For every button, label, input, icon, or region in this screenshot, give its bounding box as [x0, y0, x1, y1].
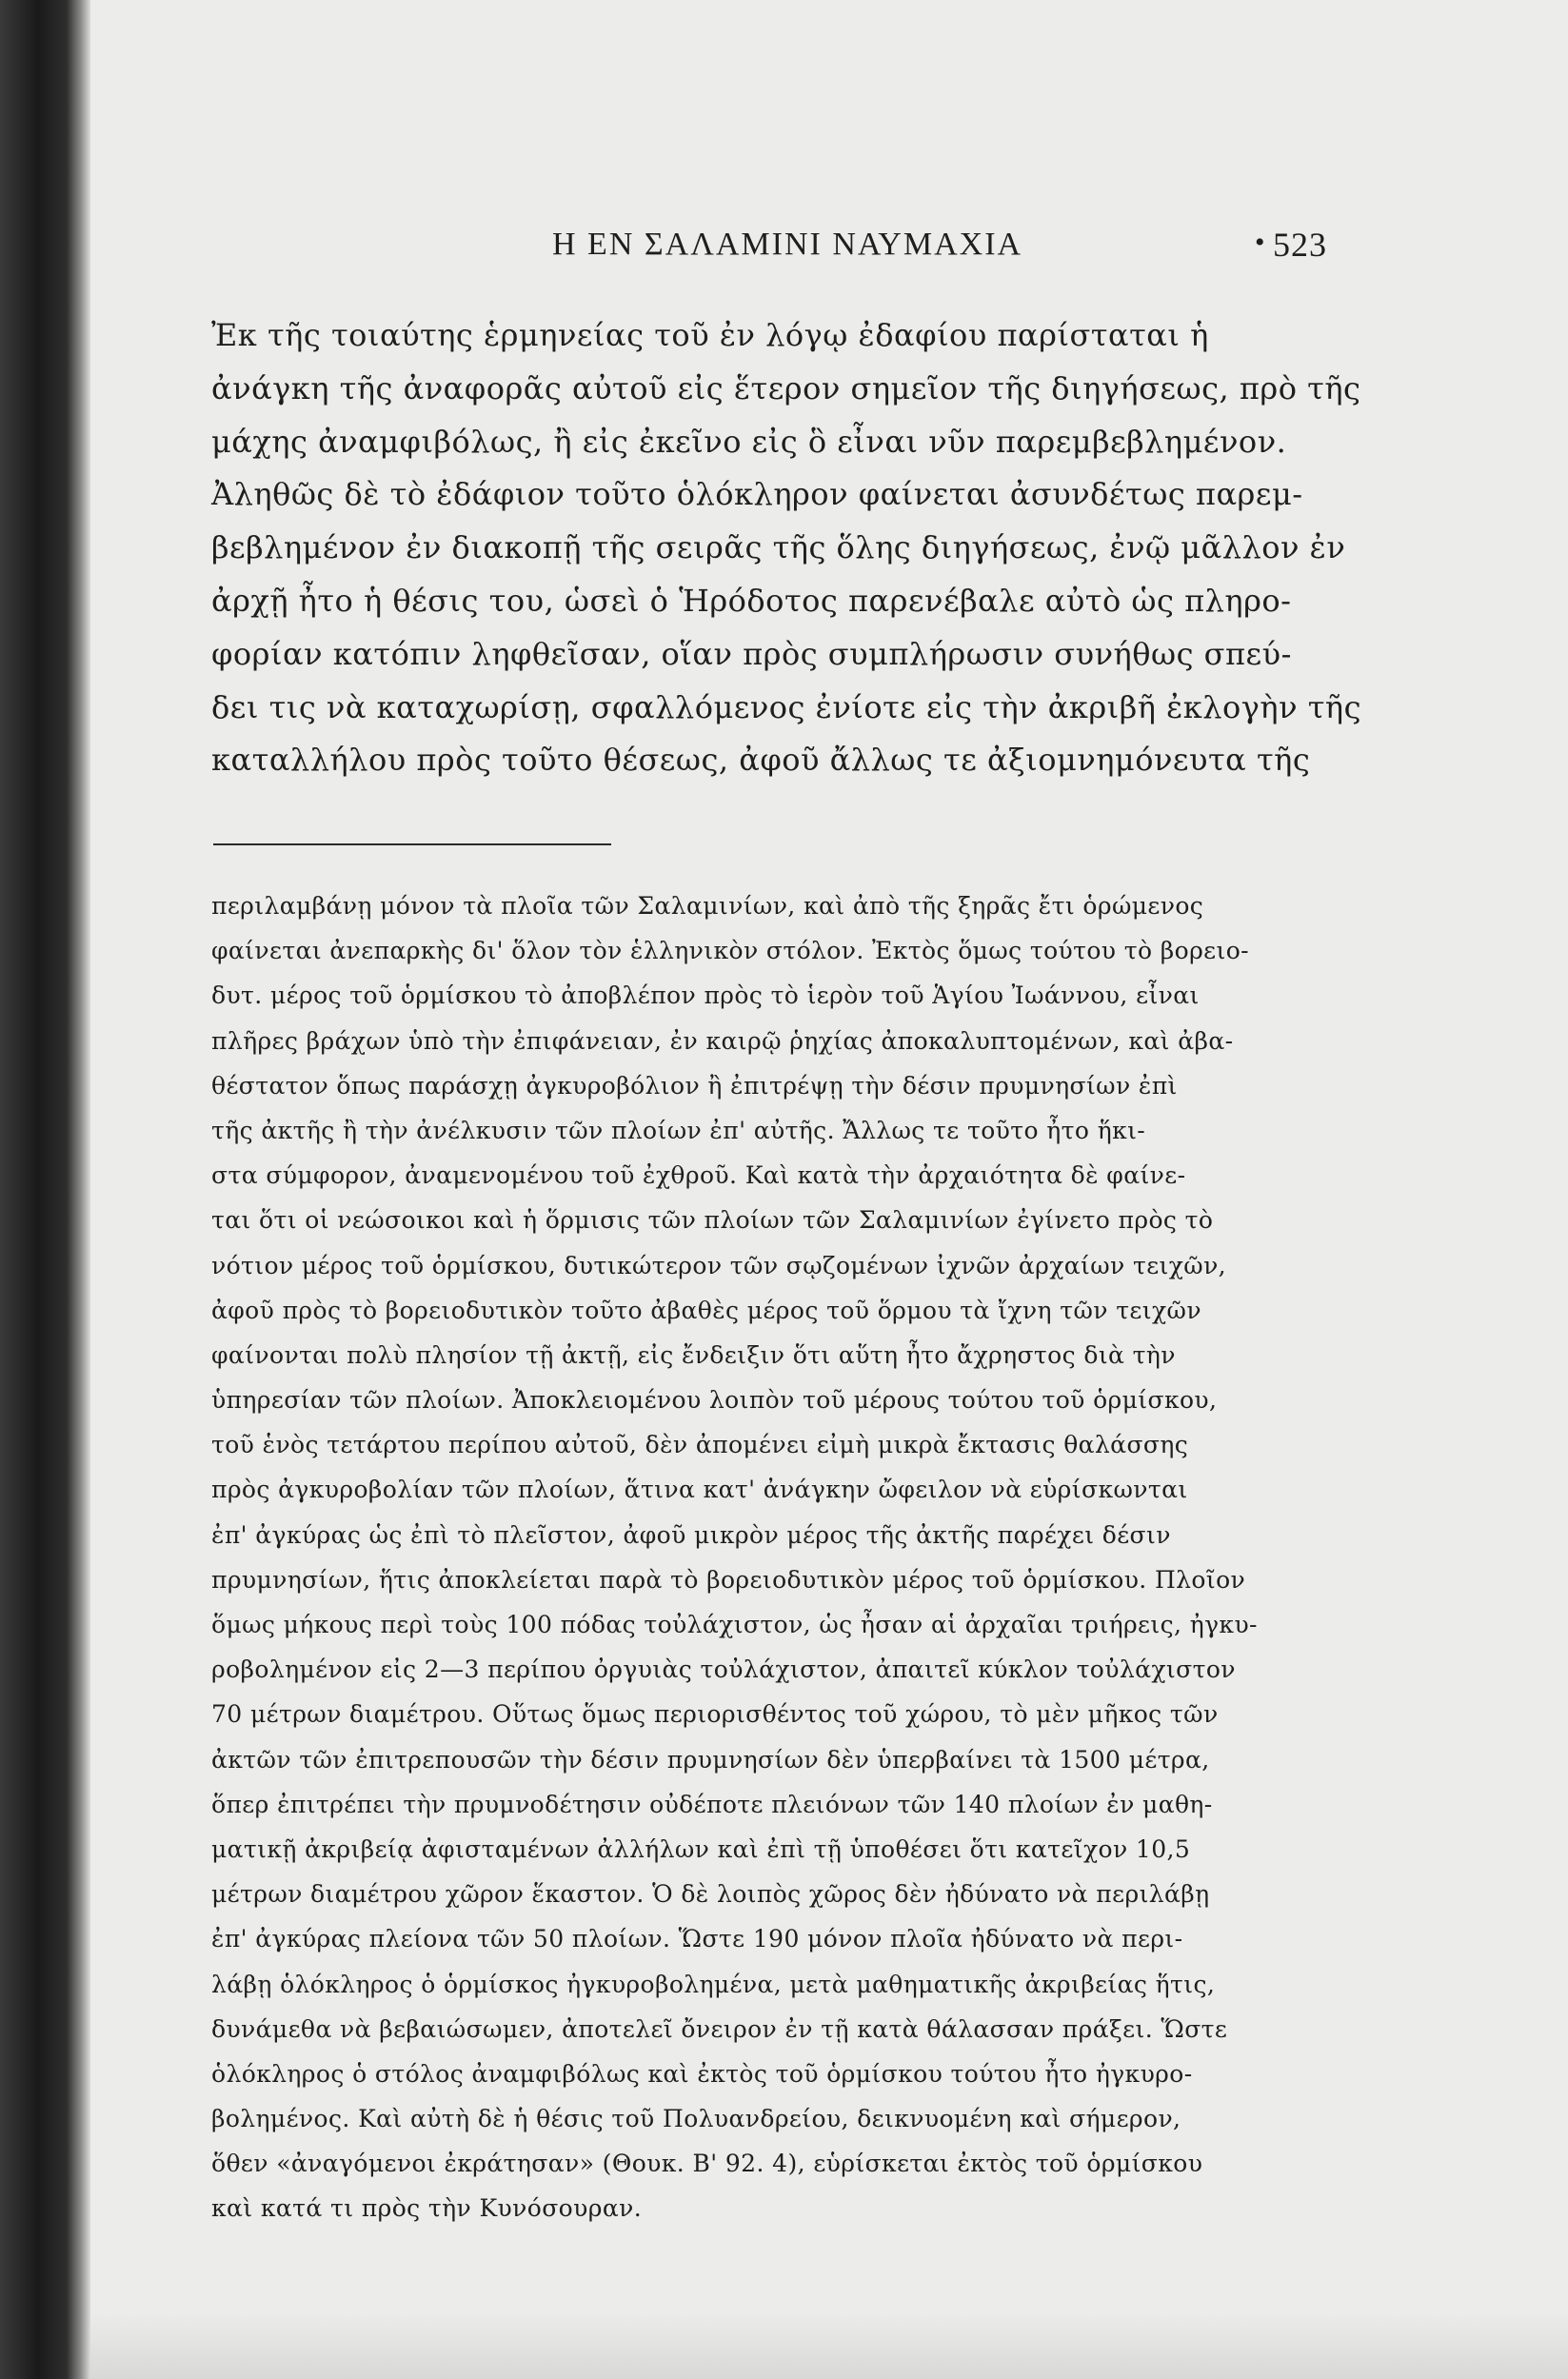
- footnote-line: ὅθεν «ἀναγόμενοι ἐκράτησαν» (Θουκ. Β' 92. 4), εὑρίσκεται ἐκτὸς τοῦ ὁρμίσκου: [211, 2150, 1203, 2178]
- footnote-divider: [213, 843, 611, 845]
- footnote-line: πρυμνησίων, ἥτις ἀποκλείεται παρὰ τὸ βορειοδυτικὸν μέρος τοῦ ὁρμίσκου. Πλοῖον: [211, 1565, 1246, 1594]
- main-text-body: [211, 309, 1373, 787]
- footnote-line: περιλαμβάνῃ μόνον τὰ πλοῖα τῶν Σαλαμινίων, καὶ ἀπὸ τῆς ξηρᾶς ἔτι ὁρώμενος: [211, 892, 1204, 920]
- text-line: φορίαν κατόπιν ληφθεῖσαν, οἵαν πρὸς συμπλήρωσιν συνήθως σπεύ-: [211, 635, 1292, 672]
- footnote-line: φαίνεται ἀνεπαρκὴς δι' ὅλον τὸν ἑλληνικὸν στόλον. Ἐκτὸς ὅμως τούτου τὸ βορειο-: [211, 937, 1250, 965]
- footnote-block: [211, 883, 1392, 2231]
- text-line: καταλλήλου πρὸς τοῦτο θέσεως, ἀφοῦ ἄλλως τε ἀξιομνημόνευτα τῆς: [211, 742, 1311, 779]
- footnote-line: ὅμως μήκους περὶ τοὺς 100 πόδας τοὐλάχιστον, ὡς ἦσαν αἱ ἀρχαῖαι τριήρεις, ἠγκυ-: [211, 1611, 1258, 1638]
- text-line: ἀρχῇ ἦτο ἡ θέσις του, ὡσεὶ ὁ Ἡρόδοτος παρενέβαλε αὐτὸ ὡς πληρο-: [211, 582, 1292, 619]
- footnote-line: ὑπηρεσίαν τῶν πλοίων. Ἀποκλειομένου λοιπὸν τοῦ μέρους τούτου τοῦ ὁρμίσκου,: [211, 1386, 1218, 1415]
- footnote-line: φαίνονται πολὺ πλησίον τῇ ἀκτῇ, εἰς ἔνδειξιν ὅτι αὕτη ἦτο ἄχρηστος διὰ τὴν: [211, 1340, 1176, 1369]
- footnote-line: πρὸς ἀγκυροβολίαν τῶν πλοίων, ἅτινα κατ' ἀνάγκην ὤφειλον νὰ εὑρίσκωνται: [211, 1476, 1188, 1504]
- text-line: μάχης ἀναμφιβόλως, ἢ εἰς ἐκεῖνο εἰς ὃ εἶναι νῦν παρεμβεβλημένον.: [211, 423, 1287, 460]
- page-bottom-shadow: [90, 2312, 1568, 2379]
- footnote-line: πλῆρες βράχων ὑπὸ τὴν ἐπιφάνειαν, ἐν καιρῷ ῥηχίας ἀποκαλυπτομένων, καὶ ἀβα-: [211, 1026, 1234, 1055]
- footnote-line: λάβῃ ὁλόκληρος ὁ ὁρμίσκος ἠγκυροβολημένα, μετὰ μαθηματικῆς ἀκριβείας ἥτις,: [211, 1970, 1216, 1998]
- text-line: Ἀληθῶς δὲ τὸ ἐδάφιον τοῦτο ὁλόκληρον φαίνεται ἀσυνδέτως παρεμ-: [211, 476, 1303, 513]
- footnote-line: ὁλόκληρος ὁ στόλος ἀναμφιβόλως καὶ ἐκτὸς τοῦ ὁρμίσκου τούτου ἦτο ἠγκυρο-: [211, 2059, 1193, 2088]
- footnote-line: νότιον μέρος τοῦ ὁρμίσκου, δυτικώτερον τῶν σῳζομένων ἰχνῶν ἀρχαίων τειχῶν,: [211, 1251, 1227, 1279]
- footnote-line: ἀκτῶν τῶν ἐπιτρεπουσῶν τὴν δέσιν πρυμνησίων δὲν ὑπερβαίνει τὰ 1500 μέτρα,: [211, 1745, 1210, 1774]
- footnote-line: θέστατον ὅπως παράσχῃ ἀγκυροβόλιον ἢ ἐπιτρέψῃ τὴν δέσιν πρυμνησίων ἐπὶ: [211, 1071, 1178, 1100]
- footnote-line: καὶ κατά τι πρὸς τὴν Κυνόσουραν.: [211, 2194, 643, 2223]
- footnote-line: δυτ. μέρος τοῦ ὁρμίσκου τὸ ἀποβλέπον πρὸς τὸ ἱερὸν τοῦ Ἁγίου Ἰωάννου, εἶναι: [211, 981, 1200, 1010]
- footnote-line: ματικῇ ἀκριβείᾳ ἀφισταμένων ἀλλήλων καὶ ἐπὶ τῇ ὑποθέσει ὅτι κατεῖχον 10,5: [211, 1834, 1191, 1863]
- footnote-line: τῆς ἀκτῆς ἢ τὴν ἀνέλκυσιν τῶν πλοίων ἐπ' αὐτῆς. Ἄλλως τε τοῦτο ἦτο ἥκι-: [211, 1116, 1146, 1144]
- text-line: Ἐκ τῆς τοιαύτης ἑρμηνείας τοῦ ἐν λόγῳ ἐδαφίου παρίσταται ἡ: [211, 317, 1209, 353]
- footnote-line: ἀφοῦ πρὸς τὸ βορειοδυτικὸν τοῦτο ἀβαθὲς μέρος τοῦ ὅρμου τὰ ἴχνη τῶν τειχῶν: [211, 1296, 1201, 1324]
- footnote-line: τοῦ ἑνὸς τετάρτου περίπου αὐτοῦ, δὲν ἀπομένει εἰμὴ μικρὰ ἔκτασις θαλάσσης: [211, 1431, 1189, 1459]
- footnote-line: στα σύμφορον, ἀναμενομένου τοῦ ἐχθροῦ. Καὶ κατὰ τὴν ἀρχαιότητα δὲ φαίνε-: [211, 1161, 1186, 1190]
- footnote-line: μέτρων διαμέτρου χῶρον ἕκαστον. Ὁ δὲ λοιπὸς χῶρος δὲν ἠδύνατο νὰ περιλάβῃ: [211, 1880, 1210, 1909]
- text-line: βεβλημένον ἐν διακοπῇ τῆς σειρᾶς τῆς ὅλης διηγήσεως, ἐνῷ μᾶλλον ἐν: [211, 529, 1346, 566]
- running-head-title: Η ΕΝ ΣΑΛΑΜΙΝΙ ΝΑΥΜΑΧΙΑ: [552, 227, 1023, 262]
- footnote-line: 70 μέτρων διαμέτρου. Οὕτως ὅμως περιορισθέντος τοῦ χώρου, τὸ μὲν μῆκος τῶν: [211, 1700, 1219, 1729]
- footnote-line: ἐπ' ἀγκύρας πλείονα τῶν 50 πλοίων. Ὥστε 190 μόνον πλοῖα ἠδύνατο νὰ περι-: [211, 1925, 1183, 1953]
- footnote-line: βολημένος. Καὶ αὐτὴ δὲ ἡ θέσις τοῦ Πολυανδρείου, δεικνυομένη καὶ σήμερον,: [211, 2105, 1181, 2133]
- running-head-bullet: •: [1255, 227, 1265, 258]
- footnote-line: δυνάμεθα νὰ βεβαιώσωμεν, ἀποτελεῖ ὄνειρον ἐν τῇ κατὰ θάλασσαν πράξει. Ὥστε: [211, 2014, 1228, 2043]
- page-number: 523: [1273, 226, 1327, 264]
- footnote-line: ροβολημένον εἰς 2—3 περίπου ὀργυιὰς τοὐλάχιστον, ἀπαιτεῖ κύκλον τοὐλάχιστον: [211, 1655, 1236, 1684]
- footnote-line: ται ὅτι οἱ νεώσοικοι καὶ ἡ ὅρμισις τῶν πλοίων τῶν Σαλαμινίων ἐγίνετο πρὸς τὸ: [211, 1206, 1214, 1235]
- text-line: ἀνάγκη τῆς ἀναφορᾶς αὐτοῦ εἰς ἕτερον σημεῖον τῆς διηγήσεως, πρὸ τῆς: [211, 369, 1361, 406]
- text-line: δει τις νὰ καταχωρίσῃ, σφαλλόμενος ἐνίοτε εἰς τὴν ἀκριβῆ ἐκλογὴν τῆς: [211, 688, 1361, 725]
- footnote-line: ἐπ' ἀγκύρας ὡς ἐπὶ τὸ πλεῖστον, ἀφοῦ μικρὸν μέρος τῆς ἀκτῆς παρέχει δέσιν: [211, 1520, 1171, 1549]
- footnote-line: ὅπερ ἐπιτρέπει τὴν πρυμνοδέτησιν οὐδέποτε πλειόνων τῶν 140 πλοίων ἐν μαθη-: [211, 1790, 1213, 1818]
- book-binding-shadow: [0, 0, 90, 2379]
